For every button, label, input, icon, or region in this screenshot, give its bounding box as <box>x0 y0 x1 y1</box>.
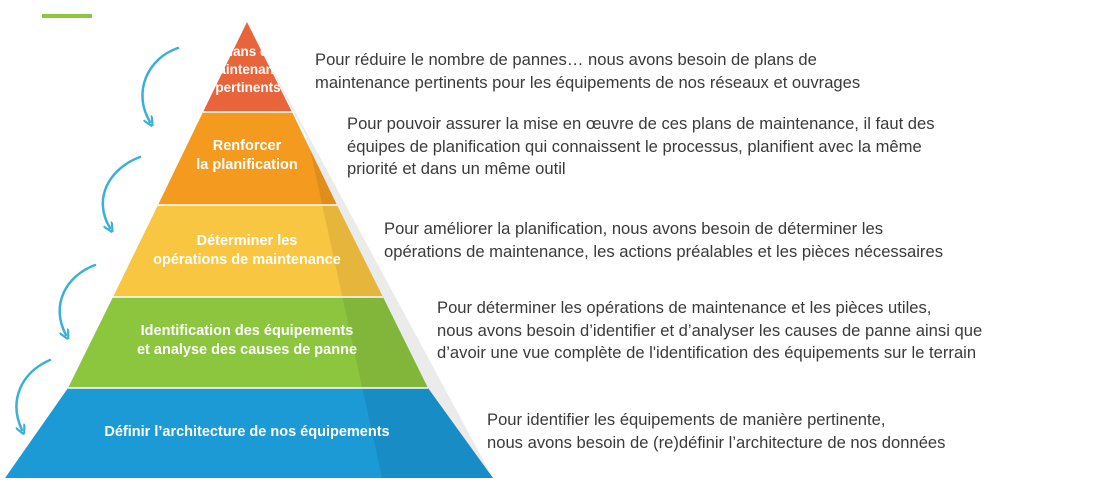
curved-arrow-icon <box>17 360 50 430</box>
tier-3-label: Déterminer les opérations de maintenance <box>153 233 341 268</box>
tier-5-description: Pour identifier les équipements de manière pertinente, nous avons besoin de (re)définir l’architecture de nos données <box>487 410 946 452</box>
tier-1-label: Plans de Maintenance pertinents <box>207 44 289 95</box>
tier-2-label: Renforcer la planification <box>196 138 298 173</box>
tier-3-description: Pour améliorer la planification, nous avons besoin de déterminer les opérations de maintenance, les actions préalables et les pièces nécessaires <box>384 219 943 261</box>
tier-1-description: Pour réduire le nombre de pannes… nous avons besoin de plans de maintenance pertinents pour les équipements de nos réseaux et ouvrages <box>315 50 861 92</box>
tier-2-description: Pour pouvoir assurer la mise en œuvre de ces plans de maintenance, il faut des équipes de planification qui connaissent le processus, planifient avec la même priorité et dans un même outil <box>347 114 935 178</box>
tier-4-label: Identification des équipements et analyse des causes de panne <box>136 323 358 358</box>
curved-arrow-icon <box>142 48 178 122</box>
tier-5-label: Définir l’architecture de nos équipements <box>104 424 390 440</box>
curved-arrow-icon <box>103 157 140 228</box>
curved-arrow-icon <box>60 265 95 335</box>
tier-4-description: Pour déterminer les opérations de maintenance et les pièces utiles, nous avons besoin d’identifier et d’analyser les causes de panne ainsi que d’avoir une vue complète de l'identification des équipements sur le terrain <box>437 298 983 362</box>
